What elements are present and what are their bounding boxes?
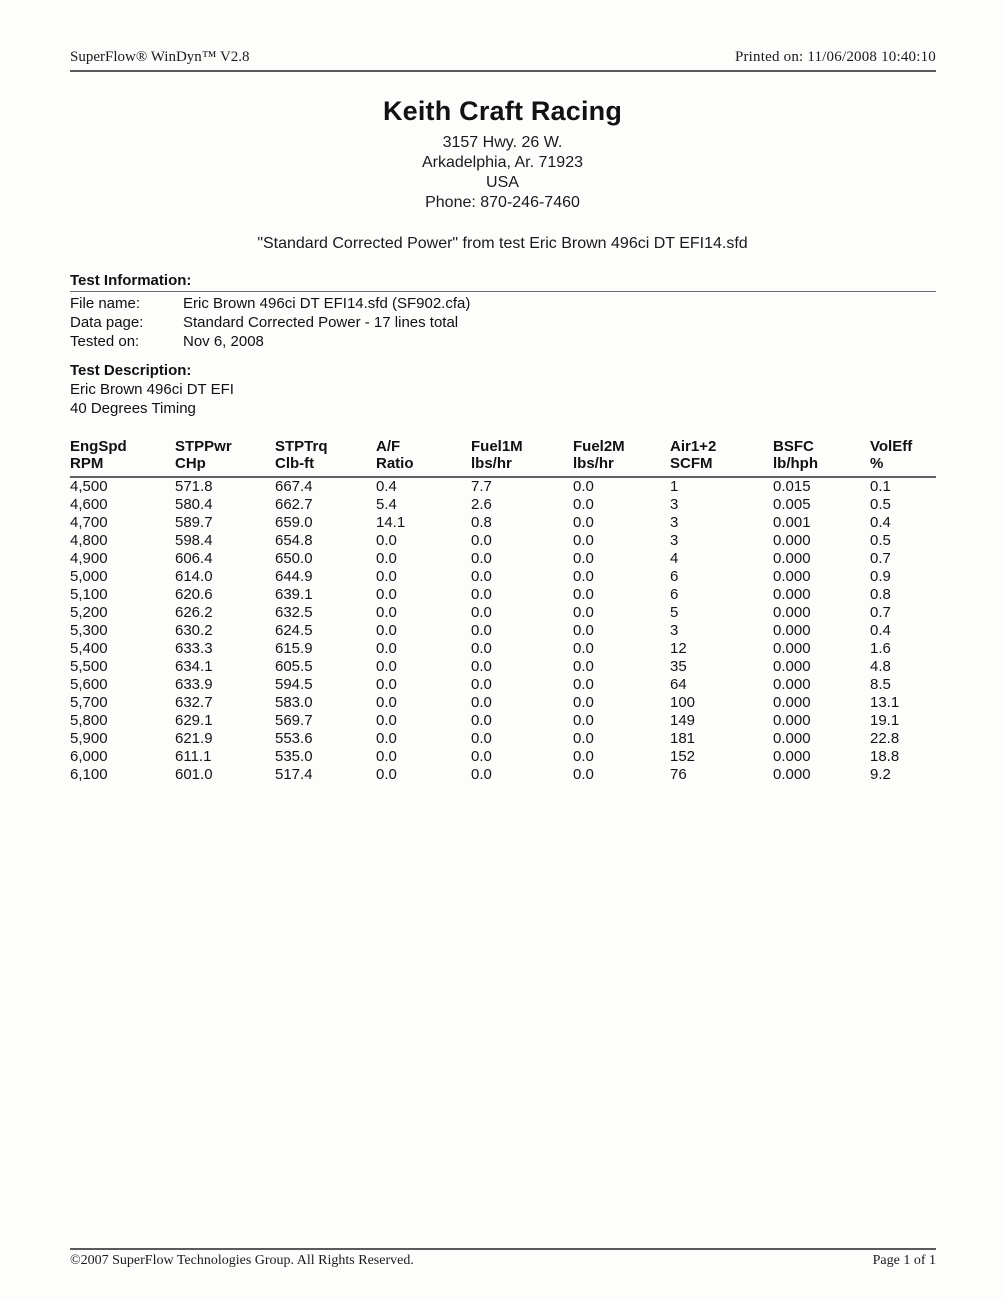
- table-row: [70, 496, 950, 514]
- cell-engspd: 5,200: [70, 604, 108, 621]
- cell-af: 0.0: [376, 568, 397, 585]
- units-text: CHp: [175, 455, 206, 472]
- table-row: [70, 604, 950, 622]
- cell-af: 0.0: [376, 712, 397, 729]
- footer-divider: [70, 1248, 936, 1250]
- info-row: [70, 332, 936, 351]
- company-name: Keith Craft Racing: [382, 96, 623, 126]
- cell-fuel2m: 0.0: [573, 532, 594, 549]
- cell-fuel2m: 0.0: [573, 748, 594, 765]
- cell-bsfc: 0.000: [773, 640, 811, 657]
- cell-af: 0.0: [376, 748, 397, 765]
- cell-stptrq: 659.0: [275, 514, 313, 531]
- cell-fuel2m: 0.0: [573, 622, 594, 639]
- cell-af: 0.0: [376, 730, 397, 747]
- cell-voleff: 0.9: [870, 568, 891, 585]
- cell-engspd: 5,500: [70, 658, 108, 675]
- cell-bsfc: 0.000: [773, 712, 811, 729]
- cell-voleff: 0.7: [870, 604, 891, 621]
- info-value-tested-on: Nov 6, 2008: [183, 333, 264, 350]
- cell-air12: 3: [670, 622, 679, 639]
- column-header-air12: Air1+2: [670, 438, 717, 455]
- cell-voleff: 1.6: [870, 640, 891, 657]
- dyno-data-table: [70, 438, 950, 784]
- cell-fuel1m: 0.0: [471, 604, 492, 621]
- table-row: [70, 748, 950, 766]
- cell-air12: 1: [670, 478, 679, 495]
- cell-air12: 6: [670, 586, 679, 603]
- printed-on: Printed on: 11/06/2008 10:40:10: [734, 49, 936, 65]
- address-country: USA: [486, 173, 519, 191]
- test-information-divider: [70, 291, 936, 292]
- column-header-fuel2m: Fuel2M: [573, 438, 625, 455]
- cell-bsfc: 0.000: [773, 766, 811, 783]
- cell-stptrq: 553.6: [275, 730, 313, 747]
- column-units-stppwr: [175, 455, 275, 476]
- cell-bsfc: 0.000: [773, 532, 811, 549]
- cell-air12: 35: [670, 658, 687, 675]
- cell-stptrq: 594.5: [275, 676, 313, 693]
- copyright-notice: ©2007 SuperFlow Technologies Group. All Rights Reserved.: [70, 1253, 414, 1268]
- test-information-section: [70, 272, 936, 351]
- cell-air12: 149: [670, 712, 696, 729]
- dyno-data-table-wrap: [70, 438, 950, 784]
- cell-stptrq: 583.0: [275, 694, 313, 711]
- cell-af: 0.0: [376, 586, 397, 603]
- column-units-bsfc: [773, 455, 870, 476]
- address-line-1: 3157 Hwy. 26 W.: [442, 133, 563, 151]
- report-subject: "Standard Corrected Power" from test Eric Brown 496ci DT EFI14.sfd: [257, 234, 748, 252]
- cell-stppwr: 621.9: [175, 730, 213, 747]
- cell-air12: 152: [670, 748, 696, 765]
- cell-bsfc: 0.000: [773, 550, 811, 567]
- table-header: [70, 438, 950, 478]
- cell-engspd: 5,400: [70, 640, 108, 657]
- cell-stppwr: 598.4: [175, 532, 213, 549]
- cell-voleff: 4.8: [870, 658, 891, 675]
- column-header-stppwr: STPPwr: [175, 438, 232, 455]
- cell-engspd: 4,600: [70, 496, 108, 513]
- column-header-bsfc: BSFC: [773, 438, 814, 455]
- cell-air12: 100: [670, 694, 696, 711]
- cell-bsfc: 0.000: [773, 748, 811, 765]
- cell-fuel2m: 0.0: [573, 640, 594, 657]
- cell-fuel1m: 0.0: [471, 658, 492, 675]
- cell-bsfc: 0.000: [773, 658, 811, 675]
- cell-fuel2m: 0.0: [573, 694, 594, 711]
- cell-voleff: 19.1: [870, 712, 900, 729]
- cell-voleff: 13.1: [870, 694, 900, 711]
- cell-engspd: 4,800: [70, 532, 108, 549]
- cell-fuel2m: 0.0: [573, 496, 594, 513]
- cell-stppwr: 614.0: [175, 568, 213, 585]
- table-row: [70, 514, 950, 532]
- cell-stppwr: 626.2: [175, 604, 213, 621]
- cell-fuel2m: 0.0: [573, 478, 594, 495]
- running-footer: [70, 1253, 936, 1269]
- cell-fuel1m: 0.0: [471, 568, 492, 585]
- cell-fuel2m: 0.0: [573, 766, 594, 783]
- cell-bsfc: 0.005: [773, 496, 811, 513]
- cell-stptrq: 644.9: [275, 568, 313, 585]
- cell-voleff: 22.8: [870, 730, 900, 747]
- cell-fuel1m: 0.0: [471, 748, 492, 765]
- company-address: [0, 133, 1005, 213]
- cell-fuel2m: 0.0: [573, 658, 594, 675]
- table-row: [70, 532, 950, 550]
- cell-fuel2m: 0.0: [573, 550, 594, 567]
- cell-stptrq: 650.0: [275, 550, 313, 567]
- cell-bsfc: 0.000: [773, 586, 811, 603]
- cell-stptrq: 517.4: [275, 766, 313, 783]
- table-row: [70, 478, 950, 496]
- cell-stptrq: 632.5: [275, 604, 313, 621]
- table-row: [70, 568, 950, 586]
- cell-fuel1m: 0.0: [471, 622, 492, 639]
- cell-air12: 6: [670, 568, 679, 585]
- cell-fuel1m: 7.7: [471, 478, 492, 495]
- cell-voleff: 0.4: [870, 622, 891, 639]
- table-row: [70, 694, 950, 712]
- test-information-list: [70, 294, 936, 351]
- info-value-data-page: Standard Corrected Power - 17 lines total: [183, 314, 459, 331]
- cell-stppwr: 611.1: [175, 748, 212, 765]
- cell-voleff: 0.4: [870, 514, 891, 531]
- cell-air12: 5: [670, 604, 679, 621]
- cell-af: 0.0: [376, 658, 397, 675]
- table-row: [70, 676, 950, 694]
- cell-air12: 76: [670, 766, 687, 783]
- cell-af: 0.0: [376, 676, 397, 693]
- info-label-tested-on: Tested on:: [70, 333, 140, 350]
- table-row: [70, 622, 950, 640]
- company-phone: Phone: 870-246-7460: [425, 193, 580, 211]
- cell-air12: 3: [670, 496, 679, 513]
- table-row: [70, 730, 950, 748]
- cell-bsfc: 0.000: [773, 568, 811, 585]
- cell-voleff: 0.5: [870, 532, 891, 549]
- cell-engspd: 6,000: [70, 748, 108, 765]
- cell-fuel1m: 0.0: [471, 676, 492, 693]
- cell-stppwr: 589.7: [175, 514, 213, 531]
- info-label-file-name: File name:: [70, 295, 141, 312]
- cell-engspd: 6,100: [70, 766, 108, 783]
- cell-bsfc: 0.015: [773, 478, 811, 495]
- cell-stppwr: 634.1: [175, 658, 213, 675]
- cell-stppwr: 601.0: [175, 766, 213, 783]
- cell-af: 5.4: [376, 496, 397, 513]
- units-text: SCFM: [670, 455, 713, 472]
- cell-voleff: 8.5: [870, 676, 891, 693]
- table-body: [70, 478, 950, 784]
- cell-voleff: 0.7: [870, 550, 891, 567]
- table-row: [70, 586, 950, 604]
- test-description-heading: Test Description:: [70, 362, 192, 379]
- table-row: [70, 550, 950, 568]
- cell-bsfc: 0.000: [773, 730, 811, 747]
- cell-fuel1m: 0.0: [471, 766, 492, 783]
- column-header-fuel1m: Fuel1M: [471, 438, 523, 455]
- cell-stptrq: 615.9: [275, 640, 313, 657]
- cell-air12: 3: [670, 532, 679, 549]
- cell-fuel1m: 0.0: [471, 694, 492, 711]
- cell-fuel2m: 0.0: [573, 712, 594, 729]
- cell-stppwr: 606.4: [175, 550, 213, 567]
- cell-voleff: 0.5: [870, 496, 891, 513]
- cell-af: 0.0: [376, 640, 397, 657]
- cell-stppwr: 571.8: [175, 478, 213, 495]
- running-header: [70, 49, 936, 66]
- column-units-af: [376, 455, 471, 476]
- page-number: Page 1 of 1: [872, 1253, 936, 1268]
- column-header-af: A/F: [376, 438, 401, 455]
- cell-af: 0.0: [376, 604, 397, 621]
- test-description-line: 40 Degrees Timing: [70, 400, 196, 417]
- cell-stptrq: 535.0: [275, 748, 313, 765]
- test-description-section: [70, 362, 936, 418]
- cell-fuel1m: 0.8: [471, 514, 492, 531]
- product-name: SuperFlow® WinDyn™ V2.8: [70, 49, 250, 65]
- cell-af: 14.1: [376, 514, 406, 531]
- cell-bsfc: 0.000: [773, 694, 811, 711]
- cell-stptrq: 569.7: [275, 712, 313, 729]
- cell-fuel1m: 0.0: [471, 712, 492, 729]
- table-header-units-row: [70, 455, 950, 476]
- cell-voleff: 0.1: [870, 478, 891, 495]
- column-header-voleff: VolEff: [870, 438, 913, 455]
- info-row: [70, 313, 936, 332]
- table-row: [70, 640, 950, 658]
- cell-af: 0.0: [376, 694, 397, 711]
- cell-air12: 181: [670, 730, 696, 747]
- cell-fuel1m: 2.6: [471, 496, 492, 513]
- cell-fuel2m: 0.0: [573, 568, 594, 585]
- cell-fuel2m: 0.0: [573, 676, 594, 693]
- cell-fuel1m: 0.0: [471, 586, 492, 603]
- units-text: lbs/hr: [471, 455, 512, 472]
- cell-engspd: 5,100: [70, 586, 108, 603]
- cell-stptrq: 605.5: [275, 658, 313, 675]
- cell-voleff: 18.8: [870, 748, 900, 765]
- column-header-engspd: EngSpd: [70, 438, 127, 455]
- cell-stppwr: 580.4: [175, 496, 213, 513]
- test-information-heading: Test Information:: [70, 272, 192, 289]
- cell-bsfc: 0.000: [773, 676, 811, 693]
- column-units-air12: [670, 455, 773, 476]
- cell-engspd: 4,900: [70, 550, 108, 567]
- cell-stppwr: 633.3: [175, 640, 213, 657]
- column-units-engspd: [70, 455, 175, 476]
- units-text: RPM: [70, 455, 104, 472]
- cell-stptrq: 662.7: [275, 496, 313, 513]
- table-row: [70, 766, 950, 784]
- cell-engspd: 5,700: [70, 694, 108, 711]
- title-block: [0, 97, 1005, 253]
- cell-af: 0.0: [376, 532, 397, 549]
- cell-air12: 4: [670, 550, 679, 567]
- cell-engspd: 5,600: [70, 676, 108, 693]
- units-text: lbs/hr: [573, 455, 614, 472]
- cell-stppwr: 632.7: [175, 694, 213, 711]
- cell-engspd: 5,000: [70, 568, 108, 585]
- cell-stppwr: 629.1: [175, 712, 213, 729]
- table-row: [70, 712, 950, 730]
- cell-fuel2m: 0.0: [573, 604, 594, 621]
- cell-bsfc: 0.000: [773, 604, 811, 621]
- column-header-stptrq: STPTrq: [275, 438, 328, 455]
- cell-af: 0.0: [376, 766, 397, 783]
- cell-air12: 3: [670, 514, 679, 531]
- units-text: Clb-ft: [275, 455, 315, 472]
- cell-engspd: 4,700: [70, 514, 108, 531]
- cell-air12: 64: [670, 676, 687, 693]
- units-text: Ratio: [376, 455, 414, 472]
- cell-fuel2m: 0.0: [573, 586, 594, 603]
- cell-bsfc: 0.000: [773, 622, 811, 639]
- cell-engspd: 5,300: [70, 622, 108, 639]
- cell-fuel1m: 0.0: [471, 730, 492, 747]
- table-row: [70, 658, 950, 676]
- cell-stppwr: 633.9: [175, 676, 213, 693]
- cell-stptrq: 667.4: [275, 478, 313, 495]
- cell-fuel2m: 0.0: [573, 514, 594, 531]
- cell-stptrq: 639.1: [275, 586, 313, 603]
- units-text: lb/hph: [773, 455, 818, 472]
- address-line-2: Arkadelphia, Ar. 71923: [421, 153, 583, 171]
- test-description-line: Eric Brown 496ci DT EFI: [70, 381, 234, 398]
- column-units-voleff: [870, 455, 950, 476]
- cell-engspd: 4,500: [70, 478, 108, 495]
- table-header-names-row: [70, 438, 950, 455]
- info-row: [70, 294, 936, 313]
- column-units-fuel2m: [573, 455, 670, 476]
- units-text: %: [870, 455, 884, 472]
- cell-af: 0.4: [376, 478, 397, 495]
- cell-fuel1m: 0.0: [471, 532, 492, 549]
- cell-stppwr: 630.2: [175, 622, 213, 639]
- info-label-data-page: Data page:: [70, 314, 144, 331]
- cell-stptrq: 624.5: [275, 622, 313, 639]
- cell-engspd: 5,900: [70, 730, 108, 747]
- cell-fuel2m: 0.0: [573, 730, 594, 747]
- column-units-fuel1m: [471, 455, 573, 476]
- cell-engspd: 5,800: [70, 712, 108, 729]
- cell-air12: 12: [670, 640, 687, 657]
- cell-stptrq: 654.8: [275, 532, 313, 549]
- column-units-stptrq: [275, 455, 376, 476]
- cell-af: 0.0: [376, 550, 397, 567]
- cell-bsfc: 0.001: [773, 514, 811, 531]
- cell-stppwr: 620.6: [175, 586, 213, 603]
- cell-fuel1m: 0.0: [471, 550, 492, 567]
- cell-af: 0.0: [376, 622, 397, 639]
- cell-voleff: 0.8: [870, 586, 891, 603]
- cell-voleff: 9.2: [870, 766, 891, 783]
- cell-fuel1m: 0.0: [471, 640, 492, 657]
- info-value-file-name: Eric Brown 496ci DT EFI14.sfd (SF902.cfa): [183, 295, 471, 312]
- header-divider: [70, 70, 936, 72]
